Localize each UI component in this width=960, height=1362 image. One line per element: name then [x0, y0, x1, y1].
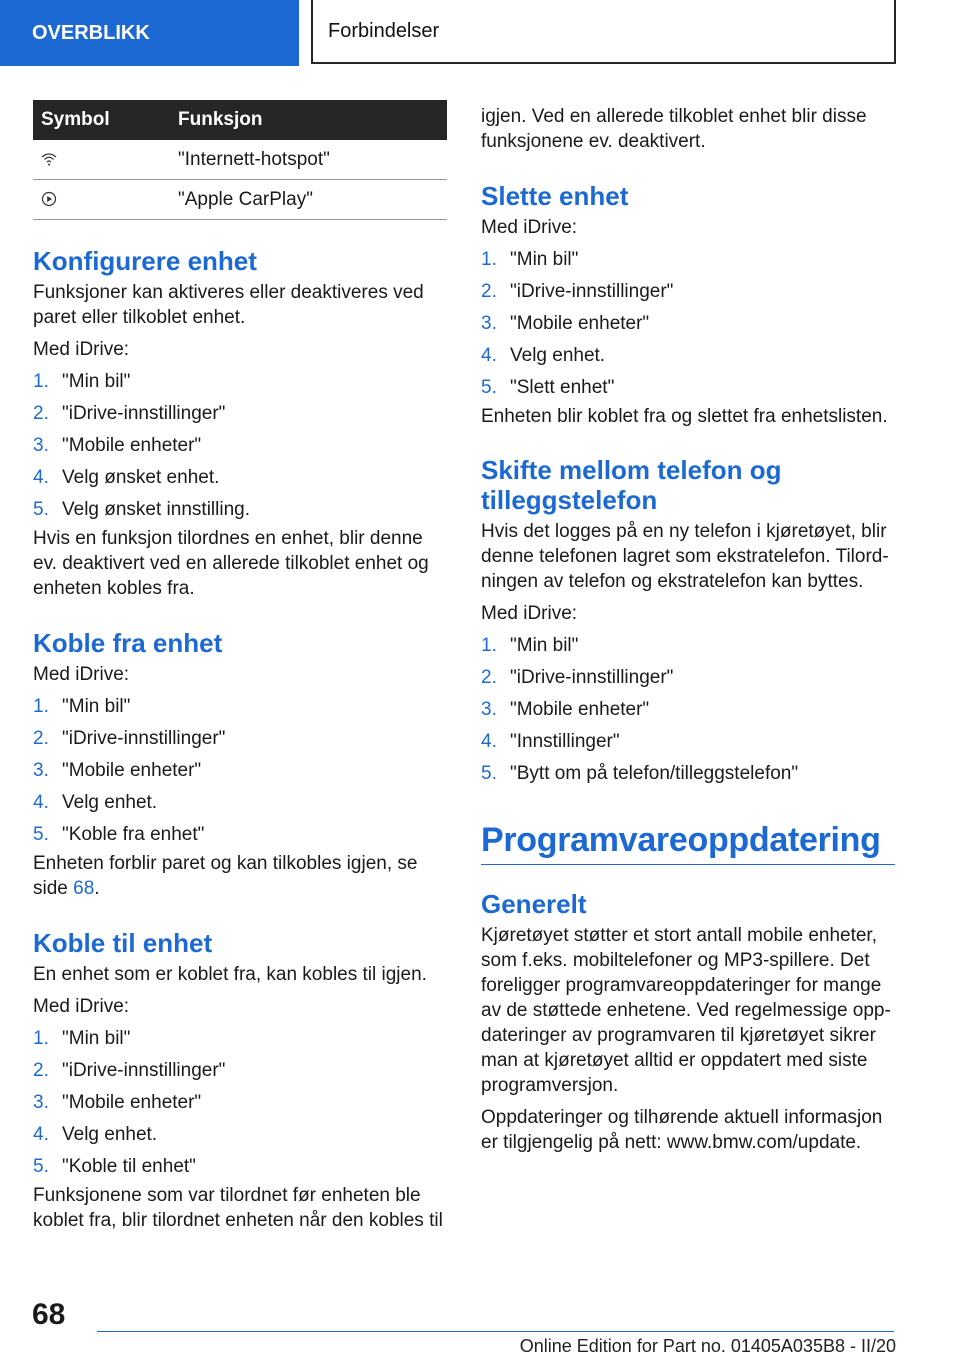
- list-item: 5. "Bytt om på telefon/tilleggstelefon": [481, 763, 799, 784]
- table-cell-function: "Apple CarPlay": [178, 180, 447, 220]
- table-row: [33, 140, 447, 180]
- list-item: 4. Velg enhet.: [33, 792, 158, 813]
- section-label: OVERBLIKK: [32, 21, 150, 44]
- slette-outro: Enheten blir koblet fra og slettet fra enhetslisten.: [481, 406, 888, 427]
- list-item: 1. "Min bil": [33, 371, 131, 392]
- heading-slette: Slette enhet: [481, 181, 629, 211]
- list-item: 2. "iDrive-innstillinger": [33, 728, 226, 749]
- footer-divider: [97, 1331, 894, 1332]
- konfigurere-steps: [33, 366, 447, 526]
- heading-programvare: Programvareoppdatering: [481, 820, 895, 865]
- list-item: 4. "Innstillinger": [481, 731, 620, 752]
- slette-med: Med iDrive:: [481, 217, 578, 238]
- heading-koble-fra: Koble fra enhet: [33, 628, 223, 658]
- page-link[interactable]: 68: [73, 878, 95, 899]
- list-item: 2. "iDrive-innstillinger": [33, 1060, 226, 1081]
- table-header-function: Funksjon: [178, 100, 447, 140]
- list-item: 4. Velg enhet.: [481, 345, 606, 366]
- koble-fra-med: Med iDrive:: [33, 664, 130, 685]
- heading-generelt: Generelt: [481, 889, 587, 919]
- list-item: 5. "Koble til enhet": [33, 1156, 196, 1177]
- koble-til-steps: [33, 1023, 447, 1183]
- konfigurere-outro: Hvis en funksjon tilordnes en enhet, blir denne ev. deaktivert ved en allerede tilkoblet enhet og enheten kobles fra.: [33, 528, 429, 599]
- koble-til-outro: Funksjonene som var tilordnet før enheten ble koblet fra, blir tilordnet enheten når den kobles til: [33, 1185, 443, 1231]
- section-tab[interactable]: [0, 0, 299, 66]
- carplay-icon: [41, 191, 57, 207]
- list-item: 1. "Min bil": [481, 635, 579, 656]
- list-item: 3. "Mobile enheter": [33, 435, 202, 456]
- list-item: 2. "iDrive-innstillinger": [33, 403, 226, 424]
- koble-til-intro: En enhet som er koblet fra, kan kobles til igjen.: [33, 964, 427, 985]
- generelt-paragraph-2: Oppdateringer og tilhørende aktuell informasjon er tilgjengelig på nett: www.bmw.com/update.: [481, 1107, 883, 1153]
- right-intro: igjen. Ved en allerede tilkoblet enhet blir disse funksjonene ev. deaktivert.: [481, 106, 867, 152]
- chapter-label: Forbindelser: [328, 19, 440, 42]
- koble-til-med: Med iDrive:: [33, 996, 130, 1017]
- wifi-hotspot-icon: [41, 151, 57, 167]
- skifte-med: Med iDrive:: [481, 603, 578, 624]
- list-item: 3. "Mobile enheter": [33, 1092, 202, 1113]
- koble-fra-steps: [33, 691, 447, 851]
- heading-konfigurere: Konfigurere enhet: [33, 246, 257, 276]
- list-item: 5. "Koble fra enhet": [33, 824, 205, 845]
- heading-koble-til: Koble til enhet: [33, 928, 213, 958]
- skifte-steps: [481, 630, 895, 790]
- table-header-row: [33, 100, 447, 140]
- right-column: [481, 104, 895, 1155]
- list-item: 4. Velg enhet.: [33, 1124, 158, 1145]
- skifte-intro: Hvis det logges på en ny telefon i kjøretøyet, blir denne telefonen lagret som ekstratelefon. Tilordningen av telefon og ekstratelefon kan byttes.: [481, 521, 889, 592]
- list-item: 1. "Min bil": [33, 1028, 131, 1049]
- left-column: [33, 100, 447, 1233]
- list-item: 3. "Mobile enheter": [33, 760, 202, 781]
- list-item: 1. "Min bil": [481, 249, 579, 270]
- table-row: [33, 180, 447, 220]
- konfigurere-med: Med iDrive:: [33, 339, 130, 360]
- list-item: 3. "Mobile enheter": [481, 313, 650, 334]
- list-item: 4. Velg ønsket enhet.: [33, 467, 220, 488]
- heading-skifte: Skifte mellom telefon og tilleggstelefon: [481, 455, 782, 515]
- slette-steps: [481, 244, 895, 404]
- symbol-table: [33, 100, 447, 220]
- chapter-tab: [311, 0, 896, 64]
- list-item: 2. "iDrive-innstillinger": [481, 667, 674, 688]
- list-item: 2. "iDrive-innstillinger": [481, 281, 674, 302]
- footer-edition: Online Edition for Part no. 01405A035B8 - II/20: [519, 1336, 896, 1356]
- generelt-paragraph-1: Kjøretøyet støtter et stort antall mobile enheter, som f.eks. mobiltelefoner og MP3-spillere. Det foreligger programvareoppdateringer for mange av de støttede enhetene. Ved regelmessige oppdateringer av programvaren til kjøretøyet sikrer man at kjøretøyet alltid er oppdatert med siste programversjon.: [481, 925, 891, 1096]
- table-header-symbol: Symbol: [33, 100, 178, 140]
- list-item: 1. "Min bil": [33, 696, 131, 717]
- table-cell-function: "Internett-hotspot": [178, 140, 447, 180]
- page-header: [0, 0, 960, 66]
- list-item: 3. "Mobile enheter": [481, 699, 650, 720]
- koble-fra-outro: Enheten forblir paret og kan tilkobles igjen, se side 68.: [33, 853, 418, 899]
- list-item: 5. "Slett enhet": [481, 377, 615, 398]
- list-item: 5. Velg ønsket innstilling.: [33, 499, 250, 520]
- page-number: 68: [32, 1298, 66, 1331]
- konfigurere-intro: Funksjoner kan aktiveres eller deaktiveres ved paret eller tilkoblet enhet.: [33, 282, 424, 328]
